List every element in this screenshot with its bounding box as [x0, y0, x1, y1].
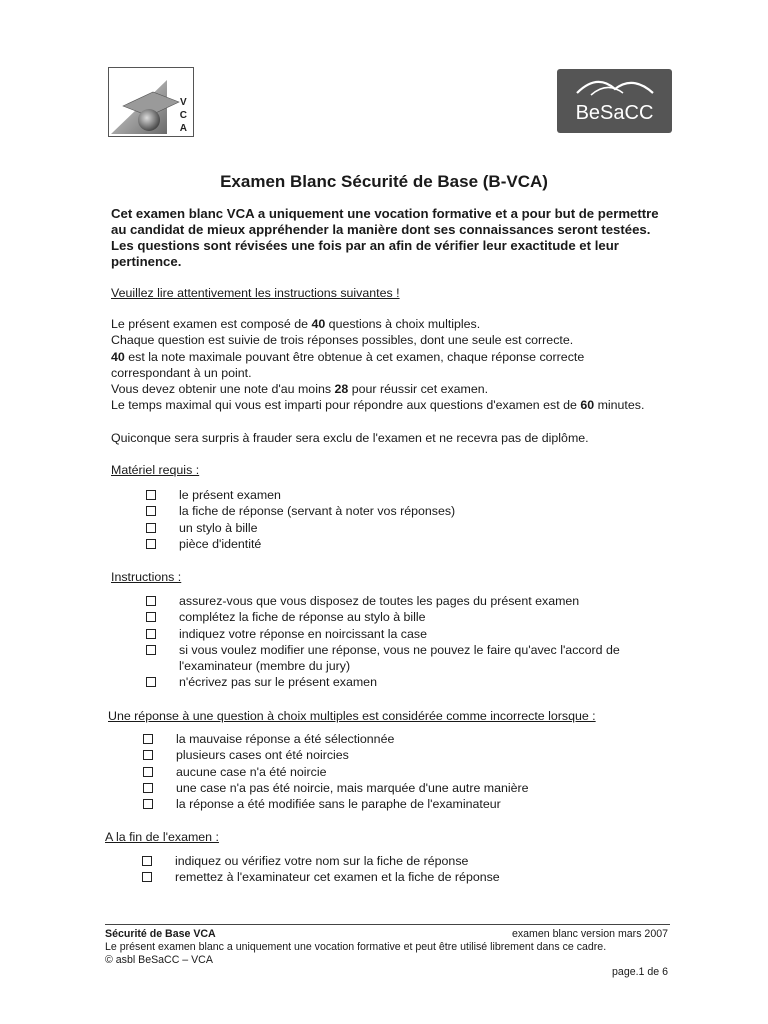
list-item: une case n'a pas été noircie, mais marquée d'une autre manière: [143, 780, 529, 796]
incorrect-list: [143, 731, 529, 812]
checkbox-icon: [142, 872, 152, 882]
list-item: n'écrivez pas sur le présent examen: [146, 674, 620, 690]
materiel-list: [146, 487, 455, 552]
list-item: complétez la fiche de réponse au stylo à bille: [146, 609, 620, 625]
page-number: page.1 de 6: [612, 966, 668, 978]
vca-logo: [108, 67, 194, 137]
list-item: la mauvaise réponse a été sélectionnée: [143, 731, 529, 747]
exam-info-line: Vous devez obtenir une note d'au moins 28 pour réussir cet examen.: [111, 382, 489, 397]
vca-letters: V C A: [179, 97, 187, 134]
incorrect-heading: Une réponse à une question à choix multiples est considérée comme incorrecte lorsque :: [108, 709, 596, 723]
checkbox-icon: [146, 612, 156, 622]
besacc-logo: [557, 69, 672, 133]
list-item: indiquez votre réponse en noircissant la case: [146, 626, 620, 642]
checkbox-icon: [143, 799, 153, 809]
list-item: pièce d'identité: [146, 536, 455, 552]
intro-paragraph: Cet examen blanc VCA a uniquement une vocation formative et a pour but de permettre au candidat de mieux appréhender la manière dont ses connaissances seront testées. Les questions sont révisées une fois par an afin de vérifier leur exactitude et leur pertinence.: [111, 206, 659, 269]
exam-info-line: Le présent examen est composé de 40 questions à choix multiples.: [111, 317, 481, 331]
checkbox-icon: [146, 596, 156, 606]
checkbox-icon: [146, 677, 156, 687]
footer-version: examen blanc version mars 2007: [511, 928, 668, 940]
checkbox-icon: [146, 506, 156, 516]
besacc-wave-icon: [557, 69, 672, 103]
exam-info-line: Chaque question est suivie de trois réponses possibles, dont une seule est correcte.: [111, 333, 574, 348]
page-title: Examen Blanc Sécurité de Base (B-VCA): [220, 172, 548, 191]
instructions-list: [146, 593, 620, 691]
fraud-warning: Quiconque sera surpris à frauder sera exclu de l'examen et ne recevra pas de diplôme.: [111, 431, 589, 445]
footer-divider: [105, 924, 670, 925]
checkbox-icon: [146, 645, 156, 655]
footer-copyright: © asbl BeSaCC – VCA: [105, 954, 213, 966]
list-item: un stylo à bille: [146, 520, 455, 536]
checkbox-icon: [146, 629, 156, 639]
exam-info: [111, 316, 691, 414]
checkbox-icon: [143, 783, 153, 793]
exam-info-line: 40 est la note maximale pouvant être obtenue à cet examen, chaque réponse correcte: [111, 349, 585, 364]
footer-title: Sécurité de Base VCA: [105, 928, 216, 940]
checkbox-icon: [146, 539, 156, 549]
list-item: plusieurs cases ont été noircies: [143, 747, 529, 763]
materiel-heading: Matériel requis :: [111, 463, 200, 477]
list-item: assurez-vous que vous disposez de toutes les pages du présent examen: [146, 593, 620, 609]
list-item: le présent examen: [146, 487, 455, 503]
exam-info-line: correspondant à un point.: [111, 365, 252, 380]
exam-info-line: Le temps maximal qui vous est imparti pour répondre aux questions d'examen est de 60 minutes.: [111, 398, 645, 413]
checkbox-icon: [146, 490, 156, 500]
read-instructions-heading: Veuillez lire attentivement les instructions suivantes !: [111, 286, 400, 300]
list-item: indiquez ou vérifiez votre nom sur la fiche de réponse: [142, 853, 500, 869]
checkbox-icon: [143, 767, 153, 777]
checkbox-icon: [143, 734, 153, 744]
list-item: remettez à l'examinateur cet examen et la fiche de réponse: [142, 869, 500, 885]
instructions-heading: Instructions :: [111, 570, 182, 584]
end-exam-heading: A la fin de l'examen :: [105, 830, 219, 844]
list-item: si vous voulez modifier une réponse, vous ne pouvez le faire qu'avec l'accord de l'examinateur (membre du jury): [146, 642, 620, 675]
checkbox-icon: [142, 856, 152, 866]
list-item: la fiche de réponse (servant à noter vos réponses): [146, 503, 455, 519]
checkbox-icon: [146, 523, 156, 533]
end-exam-list: [142, 853, 500, 886]
footer-disclaimer: Le présent examen blanc a uniquement une vocation formative et peut être utilisé librement dans ce cadre.: [105, 941, 607, 953]
list-item: la réponse a été modifiée sans le paraphe de l'examinateur: [143, 796, 529, 812]
list-item: aucune case n'a été noircie: [143, 764, 529, 780]
checkbox-icon: [143, 750, 153, 760]
besacc-wordmark: BeSaCC: [575, 102, 654, 124]
